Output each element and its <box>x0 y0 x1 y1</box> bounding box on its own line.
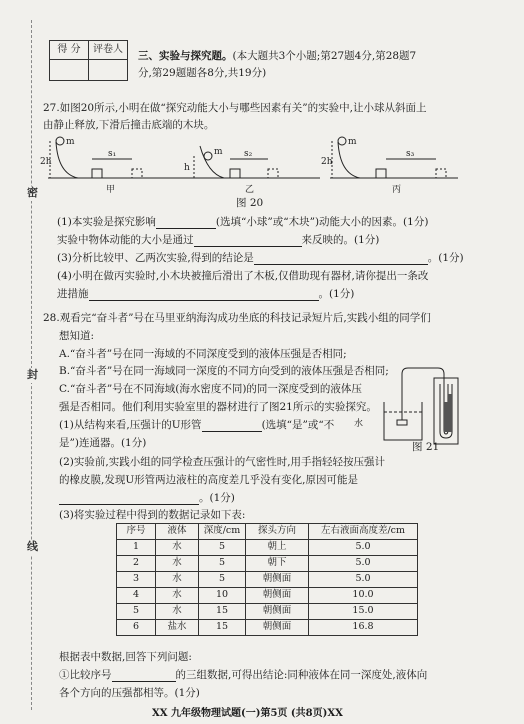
q27-item-2: 实验中物体动能的大小是通过 来反映的。(1分) <box>57 234 380 246</box>
grader-cell <box>89 60 128 81</box>
figure-20-yi <box>190 146 320 178</box>
table-header-row <box>117 524 418 540</box>
water-label: 水 <box>354 419 364 429</box>
table-row: 3 水 5 朝侧面 5.0 <box>117 572 418 588</box>
ball-bing <box>338 137 346 145</box>
label-s3: s₃ <box>406 149 415 159</box>
binding-line <box>31 20 32 710</box>
table-row: 6 盐水 15 朝侧面 16.8 <box>117 620 418 636</box>
side-mark-mi: 密 <box>27 186 38 199</box>
q28-part-3: (3)将实验过程中得到的数据记录如下表: <box>59 509 246 521</box>
col-header-depth: 深度/cm <box>199 524 246 540</box>
q28-option-a: A.“奋斗者”号在同一海域的不同深度受到的液体压强是否相同; <box>59 348 347 360</box>
answer-blank-28-1[interactable] <box>202 431 262 432</box>
answer-1: ①比较序号 的三组数据,可得出结论:同种液体在同一深度处,液体向 <box>59 669 428 681</box>
q28-part-2-line-2: 的橡皮膜,发现U形管两边液柱的高度差几乎没有变化,原因可能是 <box>59 474 359 486</box>
table-row: 4 水 10 朝侧面 10.0 <box>117 588 418 604</box>
q28-stem-1: 28.观看完“奋斗者”号在马里亚纳海沟成功坐底的科技记录短片后,实践小组的同学们 <box>43 312 431 324</box>
q28-option-c-2: 强是否相同。他们利用实验室里的器材进行了图21所示的实验探究。 <box>59 401 377 413</box>
figure-20-title: 图 20 <box>236 197 264 209</box>
ball-yi <box>204 152 212 160</box>
label-s2: s₂ <box>244 149 253 159</box>
q27-stem-1: 27.如图20所示,小明在做“探究动能大小与哪些因素有关”的实验中,让小球从斜面上 <box>43 102 427 114</box>
beaker <box>384 402 422 440</box>
col-header-direction: 探头方向 <box>246 524 309 540</box>
block-jia <box>92 169 102 178</box>
rubber-tube <box>402 368 444 420</box>
score-cell <box>50 60 89 81</box>
block-bing <box>376 169 386 178</box>
side-mark-xian: 线 <box>27 540 38 553</box>
section-info-2: 分,第29题题各8分,共19分) <box>138 67 267 79</box>
caption-yi: 乙 <box>245 185 255 195</box>
section-info: (本大题共3个小题;第27题4分,第28题7 <box>232 50 417 62</box>
label-m-jia: m <box>66 137 75 147</box>
answer-blank-27-2[interactable] <box>194 246 302 247</box>
col-header-height-diff: 左右液面高度差/cm <box>309 524 418 540</box>
col-header-no: 序号 <box>117 524 156 540</box>
col-header-liquid: 液体 <box>156 524 199 540</box>
answer-blank-28-3[interactable] <box>112 681 176 682</box>
answer-1-line-2: 各个方向的压强都相等。(1分) <box>59 687 200 699</box>
caption-bing: 丙 <box>392 185 402 195</box>
probe <box>397 420 407 425</box>
q27-item-4: (4)小明在做丙实验时,小木块被撞后滑出了木板,仅借助现有器材,请你提出一条改 <box>57 270 429 282</box>
section-title: 三、实验与探究题。 <box>138 50 233 62</box>
side-mark-feng: 封 <box>27 368 38 381</box>
q28-stem-2: 想知道: <box>59 330 95 342</box>
figure-21-title: 图 21 <box>412 441 440 453</box>
q28-option-b: B.“奋斗者”号在同一海域同一深度的不同方向受到的液体压强是否相同; <box>59 365 389 377</box>
answer-intro: 根据表中数据,回答下列问题: <box>59 651 192 663</box>
section-header <box>138 49 416 63</box>
page-footer: XX 九年级物理试题(一)第5页 (共8页)XX <box>152 708 343 719</box>
grader-header: 评卷人 <box>89 41 128 60</box>
label-s1: s₁ <box>108 149 117 159</box>
q27-stem-2: 由静止释放,下滑后撞击底端的木块。 <box>43 119 215 131</box>
label-h-yi: h <box>184 163 190 173</box>
score-header: 得 分 <box>50 41 89 60</box>
answer-blank-27-3[interactable] <box>254 264 428 265</box>
table-row: 1 水 5 朝上 5.0 <box>117 540 418 556</box>
q28-part-1-line-2: 是”)连通器。(1分) <box>59 437 147 449</box>
answer-blank-27-1[interactable] <box>156 228 216 229</box>
label-2h-bing: 2h <box>321 157 333 167</box>
score-box <box>49 40 128 81</box>
answer-blank-27-4[interactable] <box>89 300 319 301</box>
label-m-yi: m <box>214 147 223 157</box>
table-row: 2 水 5 朝下 5.0 <box>117 556 418 572</box>
label-2h-jia: 2h <box>40 157 52 167</box>
block-yi <box>230 169 240 178</box>
q27-item-5: 进措施 。(1分) <box>57 288 355 300</box>
q28-option-c-1: C.“奋斗者”号在不同海域(海水密度不同)的同一深度受到的液体压 <box>59 383 362 395</box>
answer-blank-28-2[interactable] <box>59 504 199 505</box>
u-tube-liquid-right <box>448 394 452 432</box>
table-row: 5 水 15 朝侧面 15.0 <box>117 604 418 620</box>
ball-jia <box>56 137 64 145</box>
label-m-bing: m <box>348 137 357 147</box>
q28-part-2-line-3: 。(1分) <box>59 491 235 505</box>
figure-21-pressure-gauge <box>378 364 478 446</box>
data-table <box>116 523 418 636</box>
figure-20 <box>40 134 460 196</box>
u-tube-liquid-left <box>444 402 448 432</box>
q28-part-1: (1)从结构来看,压强计的U形管 (选填“是”或“不 <box>59 419 335 431</box>
q27-item-1: (1)本实验是探究影响 (选填“小球”或“木块”)动能大小的因素。(1分) <box>57 216 429 228</box>
caption-jia: 甲 <box>106 185 116 195</box>
q27-item-3: (3)分析比较甲、乙两次实验,得到的结论是 。(1分) <box>57 252 464 264</box>
q28-part-2-line-1: (2)实验前,实践小组的同学检查压强计的气密性时,用手指轻轻按压强计 <box>59 456 386 468</box>
